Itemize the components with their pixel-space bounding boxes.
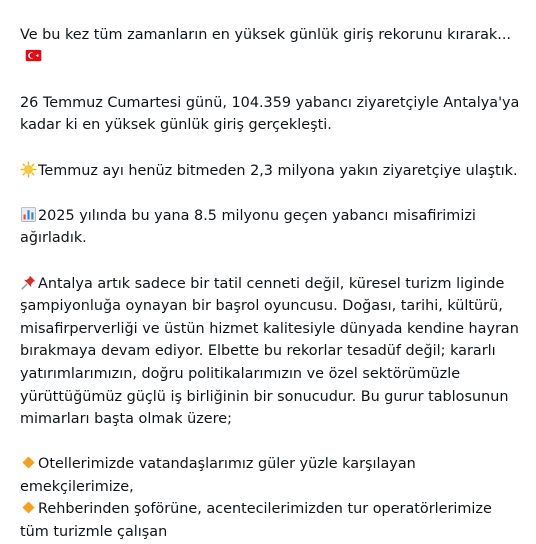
- bullet-item-1-text: Otellerimizde vatandaşlarımız güler yüzle karşılayan emekçilerimize,: [20, 456, 416, 495]
- bullet-item-2-text: Rehberinden şoförüne, acentecilerimizden tur operatörlerimize tüm turizmle çalışan: [20, 501, 492, 541]
- post-paragraph-2025-text: 2025 yılında bu yana 8.5 milyonu geçen yabancı misafirimizi ağırladık.: [20, 207, 476, 247]
- pushpin-icon: [20, 274, 37, 291]
- post-line-1-text: Ve bu kez tüm zamanların en yüksek günlük giriş rekorunu kırarak...: [20, 27, 511, 43]
- orange-diamond-icon: [20, 499, 37, 516]
- bullet-item-2: [20, 498, 524, 543]
- bar-chart-icon: [20, 206, 37, 223]
- orange-diamond-icon: [20, 454, 37, 471]
- sun-icon: [20, 161, 37, 178]
- post-paragraph-2025: [20, 205, 524, 250]
- post-paragraph-july: [20, 160, 524, 183]
- post-paragraph-antalya-text: Antalya artık sadece bir tatil cenneti değil, küresel turizm liginde şampiyonluğa oynayan bir başrol oyuncusu. Doğası, tarihi, kültürü, misafirperverliği ve üstün hizmet kalitesiyle dünyada kendine hayran bırakmaya devam ediyor. Elbette bu rekorlar tesadüf değil; kararlı yatırımlarımızın, doğru politikalarımızın ve özel sektörümüzle yürüttüğümüz güçlü iş birliğinin bir sonucudur. Bu gurur tablosunun mimarları başta olmak üzere;: [20, 275, 519, 428]
- post-paragraph-antalya: [20, 273, 524, 431]
- bullet-item-1: [20, 453, 524, 498]
- post-line-1: [20, 24, 524, 69]
- post-paragraph-record: 26 Temmuz Cumartesi günü, 104.359 yabancı ziyaretçiyle Antalya'ya kadar ki en yüksek günlük giriş gerçekleşti.: [20, 94, 520, 134]
- post-paragraph-july-text: Temmuz ayı henüz bitmeden 2,3 milyona yakın ziyaretçiye ulaştık.: [38, 162, 518, 179]
- turkey-flag-icon: [25, 47, 42, 64]
